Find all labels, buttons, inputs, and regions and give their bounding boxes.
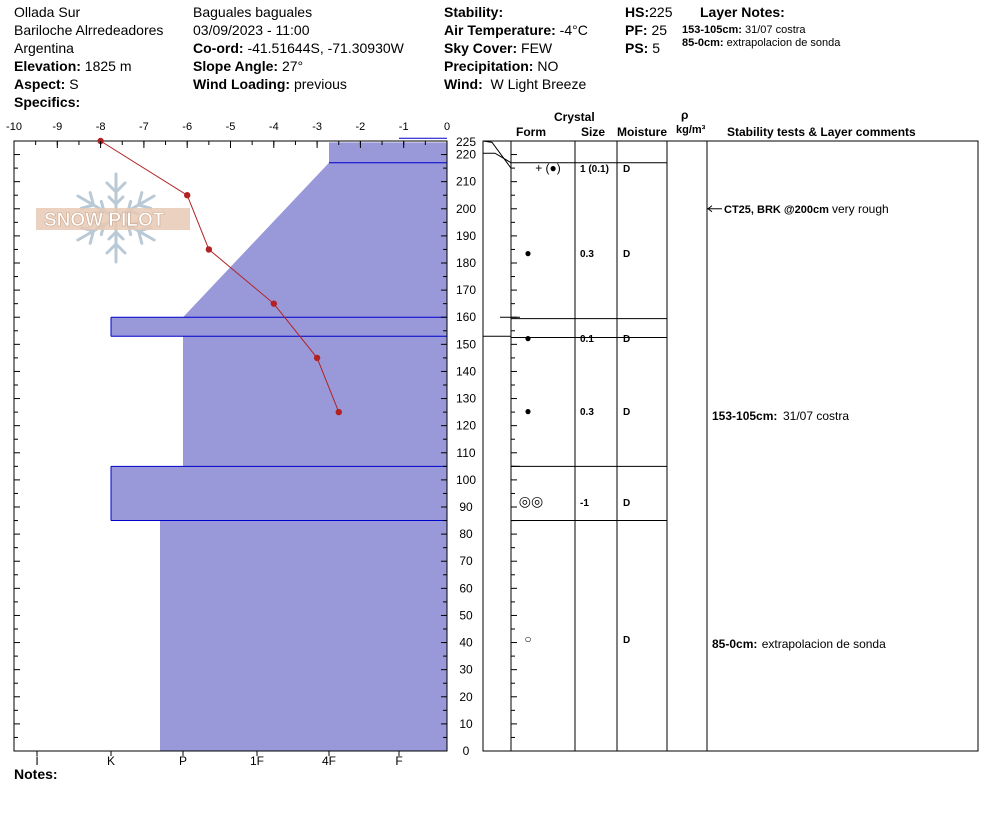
- snowpilot-logo: [36, 168, 196, 273]
- height-tick-label: 80: [459, 527, 473, 542]
- height-tick-label: 200: [455, 201, 477, 216]
- height-tick-label: 50: [459, 608, 473, 623]
- precip-value: NO: [537, 58, 559, 74]
- layer-form-symbol: ●: [524, 331, 532, 345]
- stability-test-label: CT25, BRK @200cm: [724, 203, 829, 216]
- pf-label: PF:: [625, 22, 648, 38]
- aspect-value: S: [69, 76, 79, 92]
- layer-size-value: -1: [580, 498, 589, 509]
- notes-label: Notes:: [14, 766, 58, 782]
- temp-tick-label: -8: [95, 121, 106, 133]
- layer-moisture-value: D: [623, 164, 631, 175]
- height-tick-label: 0: [462, 744, 470, 758]
- temperature-point: [271, 300, 277, 306]
- height-tick-label: 150: [455, 337, 477, 352]
- layer-notes-label: Layer Notes:: [700, 4, 785, 20]
- layer-connector: [483, 153, 511, 162]
- height-tick-label: 90: [459, 500, 473, 514]
- layer-comment-range: 153-105cm:: [712, 409, 778, 423]
- size-header: Size: [581, 125, 606, 139]
- layer-size-value: 0.1: [580, 334, 594, 345]
- layer-form-symbol: ●: [524, 404, 532, 418]
- height-tick-label: 180: [455, 256, 477, 270]
- air-temp-value: -4°C: [559, 22, 588, 38]
- layer-moisture-value: D: [623, 498, 631, 509]
- slope-label: Slope Angle:: [193, 58, 279, 74]
- height-tick-label: 225: [455, 135, 477, 149]
- height-tick-label: 30: [459, 662, 473, 677]
- layer-form-symbol: + (●): [535, 161, 561, 175]
- layer-moisture-value: D: [623, 635, 631, 646]
- layer-note-1-text: 31/07 costra: [745, 24, 806, 36]
- layer-form-symbol: ◎◎: [518, 493, 544, 509]
- stability-test-comment: very rough: [832, 201, 889, 216]
- temp-tick-label: -4: [268, 121, 279, 133]
- layer-moisture-value: D: [623, 407, 631, 418]
- layer-comment-text: extrapolacion de sonda: [761, 637, 886, 651]
- watermark-text: SNOW PILOT: [44, 210, 165, 231]
- hardness-tick-label: 4F: [321, 754, 337, 768]
- layer-moisture-value: D: [623, 334, 631, 345]
- hs-value: 225: [649, 4, 673, 20]
- region-name: Bariloche Alrredeadores: [14, 22, 164, 38]
- location-name: Ollada Sur: [14, 4, 81, 20]
- hardness-tick-label: 1F: [249, 754, 265, 768]
- height-tick-label: 120: [455, 418, 477, 433]
- temp-tick-label: -1: [398, 121, 409, 133]
- sky-value: FEW: [521, 40, 553, 56]
- elevation-value: 1825 m: [84, 58, 132, 74]
- layer-comment-range: 85-0cm:: [712, 637, 758, 651]
- temp-tick-label: -3: [312, 121, 322, 133]
- temp-tick-label: -5: [225, 121, 236, 133]
- hardness-tick-label: K: [106, 754, 116, 768]
- temp-tick-label: -2: [355, 121, 366, 133]
- temperature-point: [314, 355, 320, 361]
- ps-label: PS:: [625, 40, 649, 56]
- coord-label: Co-ord:: [193, 40, 244, 56]
- temp-tick-label: -7: [139, 121, 149, 133]
- layer-note-2-range: 85-0cm:: [682, 37, 724, 49]
- specifics-label: Specifics:: [14, 94, 81, 110]
- layer-note-1-range: 153-105cm:: [682, 24, 742, 36]
- moisture-header: Moisture: [617, 125, 668, 139]
- hardness-tick-label: I: [35, 754, 39, 768]
- temp-tick-label: -6: [182, 121, 193, 133]
- temp-tick-label: 0: [443, 121, 451, 133]
- ps-value: 5: [652, 40, 661, 56]
- height-tick-label: 100: [455, 472, 477, 487]
- height-tick-label: 130: [455, 391, 477, 406]
- layer-form-symbol: ●: [524, 246, 532, 260]
- observation-datetime: 03/09/2023 - 11:00: [193, 22, 310, 38]
- country-name: Argentina: [14, 40, 74, 56]
- height-tick-label: 60: [459, 581, 473, 596]
- slope-value: 27°: [281, 58, 304, 74]
- height-tick-label: 210: [455, 174, 477, 189]
- height-tick-label: 20: [459, 689, 473, 704]
- temperature-point: [336, 409, 342, 415]
- crystal-header: Crystal: [554, 110, 595, 124]
- height-tick-label: 190: [455, 228, 477, 243]
- wind-value: W Light Breeze: [490, 76, 587, 92]
- form-header: Form: [516, 125, 546, 139]
- height-tick-label: 70: [459, 554, 473, 569]
- layer-table: [483, 141, 889, 651]
- hardness-tick-label: F: [395, 754, 403, 768]
- height-tick-label: 140: [455, 364, 477, 379]
- height-tick-label: 170: [455, 283, 477, 298]
- precip-label: Precipitation:: [444, 58, 534, 74]
- layer-size-value: 1 (0.1): [580, 164, 609, 175]
- temperature-point: [206, 246, 212, 252]
- layer-size-value: 0.3: [580, 407, 594, 418]
- hs-label: HS:: [625, 4, 650, 20]
- pf-value: 25: [651, 22, 668, 38]
- layer-size-value: 0.3: [580, 249, 594, 260]
- layer-comment-text: 31/07 costra: [783, 409, 850, 423]
- height-tick-label: 110: [456, 445, 476, 460]
- rho-header: ρ: [681, 108, 689, 122]
- layer-moisture-value: D: [623, 249, 631, 260]
- height-tick-label: 220: [455, 147, 477, 162]
- air-temp-label: Air Temperature:: [444, 22, 556, 38]
- elevation-label: Elevation:: [14, 58, 81, 74]
- density-unit-header: kg/m³: [676, 124, 706, 136]
- comments-header: Stability tests & Layer comments: [727, 125, 916, 139]
- height-tick-label: 10: [459, 716, 473, 731]
- temp-tick-label: -9: [52, 121, 63, 133]
- coord-value: -41.51644S, -71.30930W: [247, 40, 404, 56]
- layer-form-symbol: ○: [524, 632, 532, 646]
- wind-loading-label: Wind Loading:: [193, 76, 291, 92]
- sky-label: Sky Cover:: [444, 40, 518, 56]
- stability-label: Stability:: [444, 4, 504, 20]
- aspect-label: Aspect:: [14, 76, 66, 92]
- table-frame: [483, 141, 978, 751]
- wind-loading-value: previous: [293, 76, 347, 92]
- height-tick-label: 160: [455, 310, 477, 325]
- temp-tick-label: -10: [6, 121, 22, 133]
- height-tick-label: 40: [459, 635, 473, 650]
- site-name: Baguales baguales: [193, 4, 313, 20]
- wind-label: Wind:: [444, 76, 483, 92]
- snowflake-icon: [36, 168, 196, 268]
- hardness-tick-label: P: [178, 754, 188, 768]
- layer-note-2-text: extrapolacion de sonda: [726, 37, 841, 49]
